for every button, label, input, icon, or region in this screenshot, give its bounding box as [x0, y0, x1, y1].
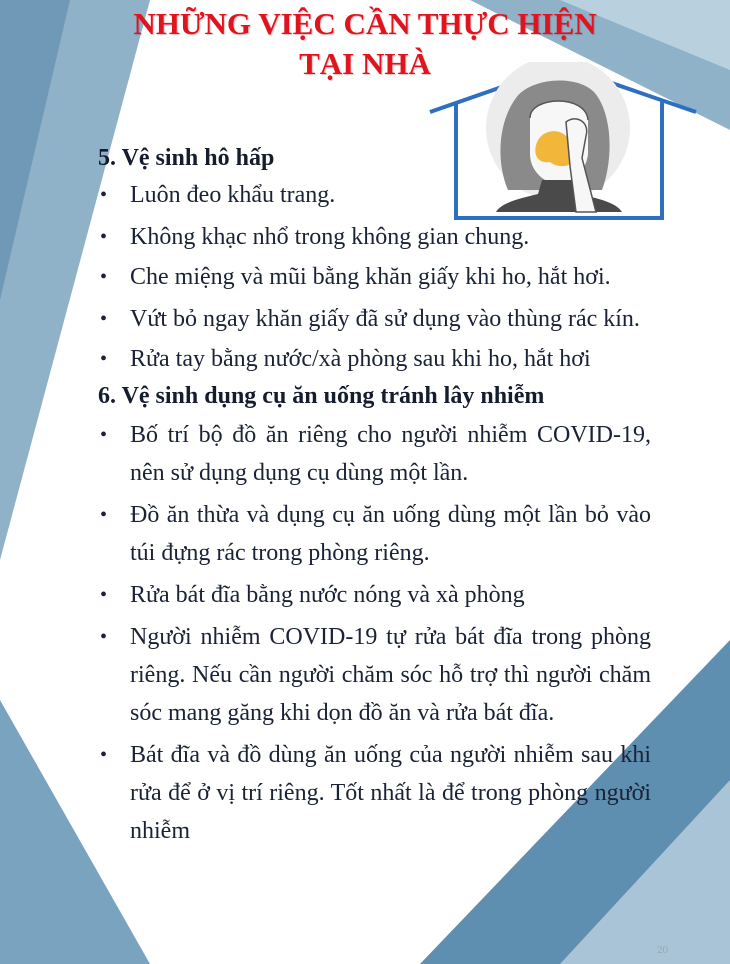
list-item-text: Không khạc nhổ trong không gian chung.: [130, 224, 530, 250]
bullet: •: [100, 308, 108, 330]
list-item-text: Bố trí bộ đồ ăn riêng cho người nhiễm COVID-19, nên sử dụng dụng cụ dùng một lần.: [130, 422, 651, 486]
list-item: [98, 576, 651, 614]
list-item-text: Vứt bỏ ngay khăn giấy đã sử dụng vào thùng rác kín.: [130, 306, 640, 332]
bullet: •: [100, 226, 108, 248]
list-item: [98, 258, 651, 296]
section-5-heading: 5. Vệ sinh hô hấp: [98, 145, 275, 171]
section-utensil-hygiene: [98, 378, 651, 850]
list-item: [98, 176, 651, 214]
list-item-text: Luôn đeo khẩu trang.: [130, 182, 336, 208]
list-item-text: Che miệng và mũi bằng khăn giấy khi ho, hắt hơi.: [130, 264, 611, 290]
list-item-text: Bát đĩa và đồ dùng ăn uống của người nhiễm sau khi rửa để ở vị trí riêng. Tốt nhất là để trong phòng người nhiễm: [130, 742, 651, 844]
list-item: [98, 496, 651, 572]
list-item-text: Đồ ăn thừa và dụng cụ ăn uống dùng một lần bỏ vào túi đựng rác trong phòng riêng.: [130, 502, 651, 566]
bullet: •: [100, 348, 108, 370]
list-item-text: Người nhiễm COVID-19 tự rửa bát đĩa trong phòng riêng. Nếu cần người chăm sóc hỗ trợ thì người chăm sóc mang găng khi dọn đồ ăn và rửa bát đĩa.: [130, 624, 651, 726]
list-item: [98, 736, 651, 850]
bullet: •: [100, 584, 108, 606]
bullet: •: [100, 424, 108, 446]
bullet: •: [100, 626, 108, 648]
section-6-heading: 6. Vệ sinh dụng cụ ăn uống tránh lây nhiễm: [98, 383, 545, 409]
bullet: •: [100, 266, 108, 288]
page-number: 20: [657, 944, 668, 956]
bullet: •: [100, 184, 108, 206]
bullet: •: [100, 504, 108, 526]
list-item: [98, 300, 651, 338]
list-item-text: Rửa tay bằng nước/xà phòng sau khi ho, hắt hơi: [130, 346, 591, 372]
list-item: [98, 416, 651, 492]
title-line-1: NHỮNG VIỆC CẦN THỰC HIỆN: [133, 6, 597, 41]
section-5-list: [98, 176, 651, 378]
list-item: [98, 340, 651, 378]
title-line-2: TẠI NHÀ: [299, 46, 431, 81]
bullet: •: [100, 744, 108, 766]
list-item: [98, 618, 651, 732]
list-item-text: Rửa bát đĩa bằng nước nóng và xà phòng: [130, 582, 525, 608]
list-item: [98, 218, 651, 256]
section-respiratory-hygiene: [98, 140, 651, 378]
content: [98, 140, 651, 854]
section-6-list: [98, 416, 651, 850]
